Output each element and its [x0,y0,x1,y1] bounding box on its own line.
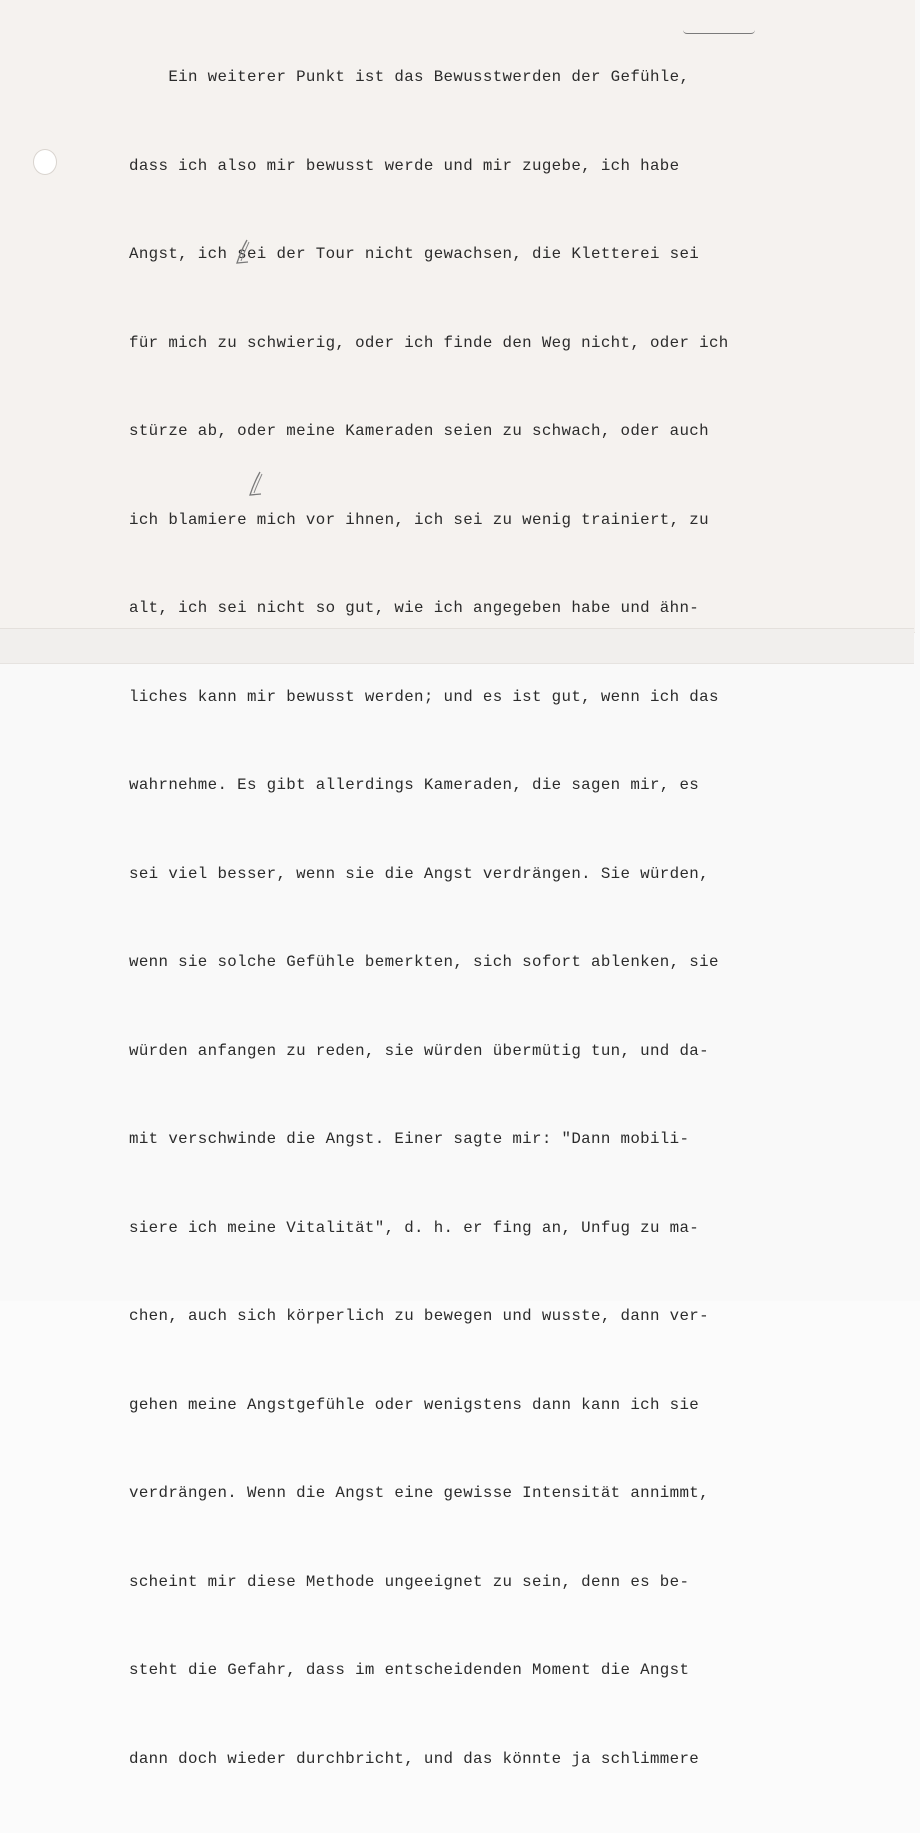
text-line: würden anfangen zu reden, sie würden übermütig tun, und da- [129,1041,709,1060]
pencil-paragraph-mark-icon [247,470,265,498]
text-line: liches kann mir bewusst werden; und es ist gut, wenn ich das [129,687,719,706]
text-line: wahrnehme. Es gibt allerdings Kameraden, die sagen mir, es [129,776,700,794]
text-line: alt, ich sei nicht so gut, wie ich angegeben habe und ähn- [129,599,700,617]
text-line: verdrängen. Wenn die Angst eine gewisse Intensität annimmt, [129,1484,709,1502]
text-line: chen, auch sich körperlich zu bewegen und wusste, dann ver- [129,1307,709,1325]
text-line: dass ich also mir bewusst werde und mir zugebe, ich habe [129,156,680,175]
text-line: sei viel besser, wenn sie die Angst verdrängen. Sie würden, [129,864,709,883]
text-line: dann doch wieder durchbricht, und das könnte ja schlimmere [129,1749,700,1768]
pencil-underline-mark [683,30,755,34]
text-line: stürze ab, oder meine Kameraden seien zu schwach, oder auch [129,422,709,440]
text-line: für mich zu schwierig, oder ich finde den Weg nicht, oder ich [129,333,729,352]
pencil-paragraph-mark-icon [234,238,252,266]
text-line: gehen meine Angstgefühle oder wenigstens dann kann ich sie [129,1395,700,1414]
text-line: wenn sie solche Gefühle bemerkten, sich sofort ablenken, sie [129,953,719,971]
text-line: scheint mir diese Methode ungeeignet zu sein, denn es be- [129,1572,690,1591]
text-line: steht die Gefahr, dass im entscheidenden Moment die Angst [129,1661,690,1679]
text-line: siere ich meine Vitalität", d. h. er fing an, Unfug zu ma- [129,1218,700,1237]
punch-hole [33,149,57,175]
paper-edge-strip [0,628,914,664]
text-line: Ein weiterer Punkt ist das Bewusstwerden der Gefühle, [129,68,690,86]
typed-text-block [129,4,829,1833]
text-line: Angst, ich sei der Tour nicht gewachsen, die Kletterei sei [129,245,700,263]
text-line: ich blamiere mich vor ihnen, ich sei zu wenig trainiert, zu [129,510,709,529]
text-line: mit verschwinde die Angst. Einer sagte mir: "Dann mobili- [129,1130,690,1148]
